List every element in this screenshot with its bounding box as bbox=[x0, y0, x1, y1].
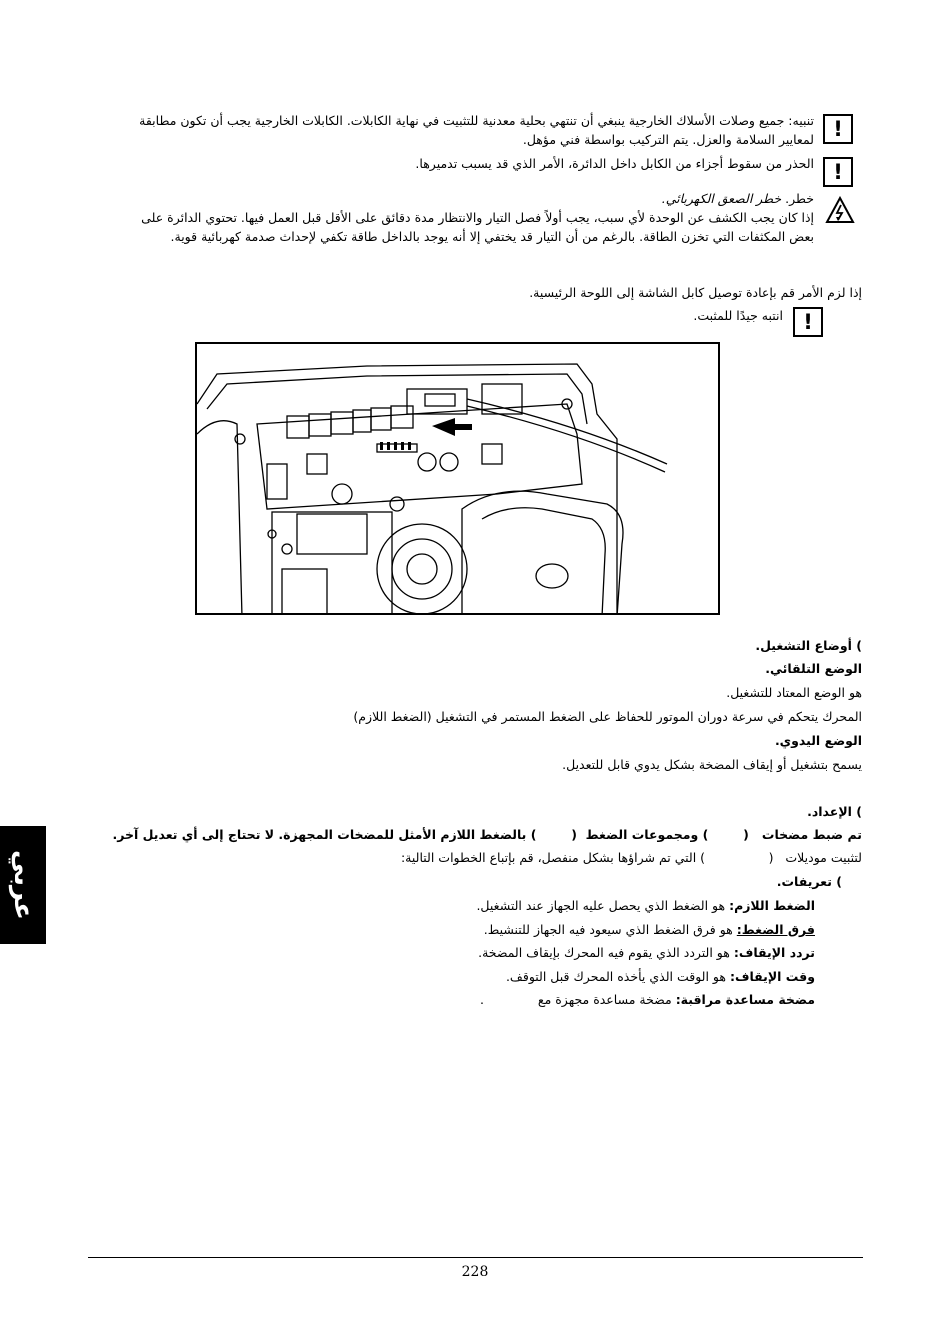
definition-required-pressure: الضغط اللازم: هو الضغط الذي يحصل عليه الجهاز عند التشغيل. bbox=[476, 898, 815, 913]
definition-stop-frequency: تردد الإيقاف: هو التردد الذي يقوم فيه المحرك بإيقاف المضخة. bbox=[478, 945, 815, 960]
caution-1-line-2: لمعايير السلامة والعزل. يتم التركيب بواسطة فني مؤهل. bbox=[522, 132, 814, 147]
language-side-tab-label: عربي bbox=[8, 849, 38, 921]
danger-title: خطر. خطر الصعق الكهربائي. bbox=[661, 191, 814, 206]
page-number: 228 bbox=[461, 1264, 489, 1280]
caution-text-1 bbox=[86, 111, 814, 149]
reconnect-instruction: إذا لزم الأمر قم بإعادة توصيل كابل الشاشة إلى اللوحة الرئيسية. bbox=[529, 285, 862, 300]
definition-stop-time: وقت الإيقاف: هو الوقت الذي يأخذه المحرك قبل التوقف. bbox=[505, 969, 815, 984]
danger-line-2: بعض المكثفات التي تخزن الطاقة. بالرغم من أن التيار قد يختفي إلا أنه يوجد بالداخل طاقة تكفي لإحداث صدمة كهربائية قوية. bbox=[170, 229, 814, 244]
footer-divider bbox=[88, 1257, 863, 1258]
electric-hazard-icon bbox=[825, 196, 855, 224]
control-board-illustration bbox=[195, 342, 720, 615]
operation-modes-heading: ) أوضاع التشغيل. bbox=[755, 638, 862, 653]
auto-mode-line-2: المحرك يتحكم في سرعة دوران الموتور للحفاظ على الضغط المستمر في التشغيل (الضغط اللازم) bbox=[353, 709, 862, 724]
auto-mode-line-1: هو الوضع المعتاد للتشغيل. bbox=[726, 685, 862, 700]
definition-monitored-aux-pump: مضخة مساعدة مراقبة: مضخة مساعدة مجهزة مع bbox=[537, 992, 815, 1007]
manual-mode-title: الوضع اليدوي. bbox=[774, 733, 862, 748]
setup-line-1: تم ضبط مضخات ( ) ومجموعات الضغط ( ) بالضغط اللازم الأمثل للمضخات المجهزة. لا تحتاج إلى أي تعديل آخر. bbox=[112, 827, 862, 842]
reconnect-note: انتبه جيدًا للمثبت. bbox=[693, 308, 783, 323]
setup-line-2: لتثبيت موديلات ( ) التي تم شراؤها بشكل منفصل، قم بإتباع الخطوات التالية: bbox=[400, 850, 862, 865]
auto-mode-title: الوضع التلقائي. bbox=[765, 661, 862, 676]
caution-icon: ! bbox=[823, 157, 853, 187]
danger-line-1: إذا كان يجب الكشف عن الوحدة لأي سبب، يجب أولاً فصل التيار والانتظار مدة دقائق على الأقل قبل العمل فيها. تحتوي الدائرة على bbox=[141, 210, 814, 225]
control-board-drawing bbox=[197, 344, 720, 615]
note-icon: ! bbox=[793, 307, 823, 337]
caution-1-line-1: تنبيه: جميع وصلات الأسلاك الخارجية ينبغي أن تنتهي بحلية معدنية للتثبيت في نهاية الكابلات. الكابلات الخارجية يجب أن تكون مطابقة bbox=[139, 113, 814, 128]
danger-text bbox=[86, 189, 814, 246]
definition-pressure-difference: فرق الضغط: هو فرق الضغط الذي سيعود فيه الجهاز للتنشيط. bbox=[483, 922, 815, 937]
caution-text-2: الحذر من سقوط أجزاء من الكابل داخل الدائرة، الأمر الذي قد يسبب تدميرها. bbox=[415, 156, 814, 171]
definitions-heading: ) تعريفات. bbox=[776, 874, 842, 889]
setup-heading: ) الإعداد. bbox=[807, 804, 862, 819]
language-side-tab bbox=[0, 826, 46, 944]
definition-5-tail: . bbox=[480, 992, 484, 1007]
caution-icon: ! bbox=[823, 114, 853, 144]
manual-mode-line: يسمح بتشغيل أو إيقاف المضخة بشكل يدوي قابل للتعديل. bbox=[562, 757, 862, 772]
